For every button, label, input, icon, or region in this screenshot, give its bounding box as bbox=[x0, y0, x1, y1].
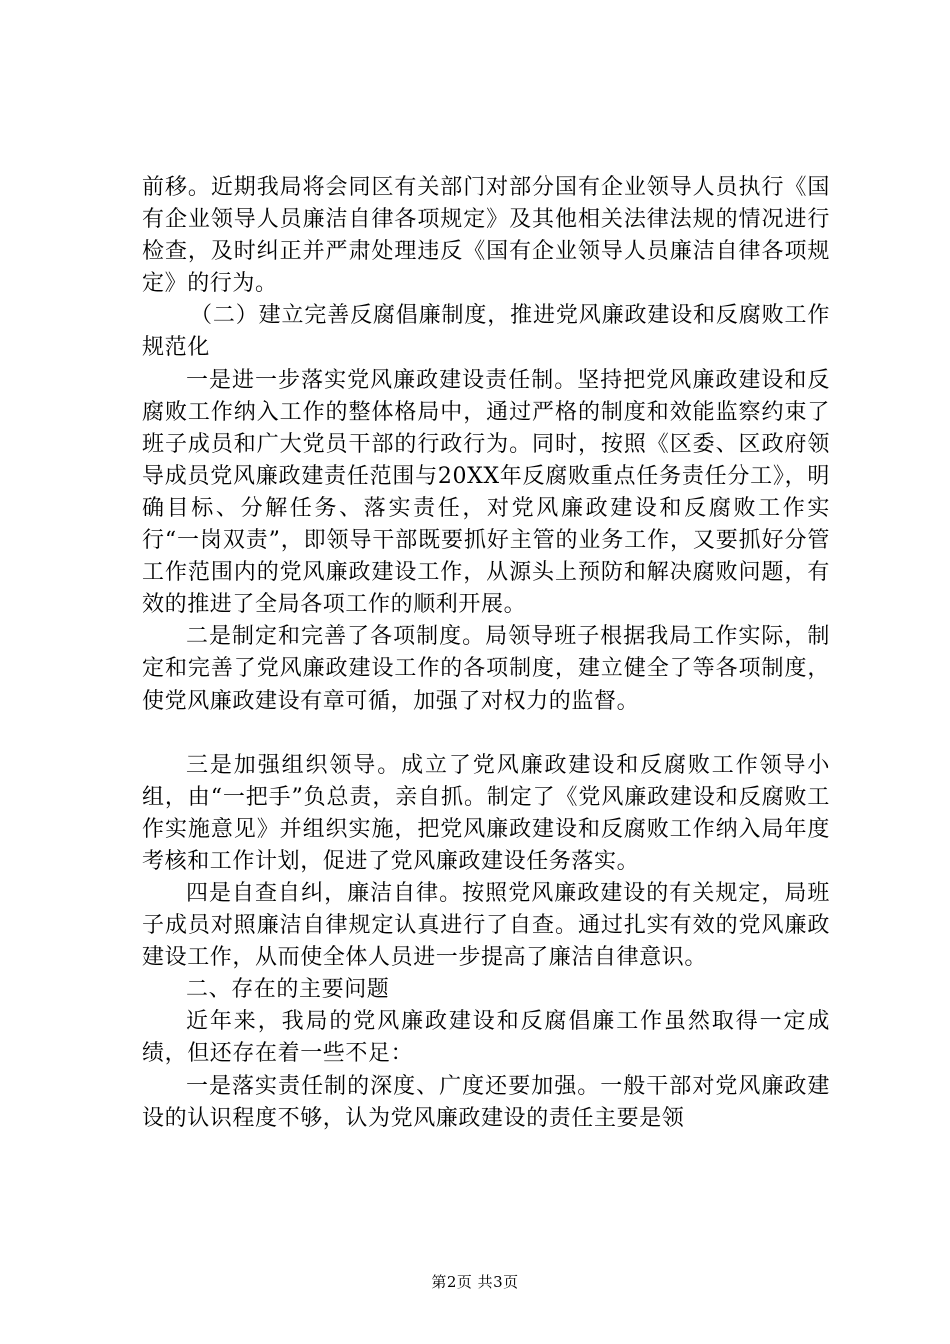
section-heading-reform-system: （二）建立完善反腐倡廉制度，推进党风廉政建设和反腐败工作规范化 bbox=[142, 303, 830, 361]
paragraph-continuation: 前移。近期我局将会同区有关部门对部分国有企业领导人员执行《国有企业领导人员廉洁自律各项规定》及其他相关法律法规的情况进行检查，及时纠正并严肃处理违反《国有企业领导人员廉洁自律各项规定》的行为。 bbox=[142, 175, 830, 297]
paragraph-self-inspection: 四是自查自纠，廉洁自律。按照党风廉政建设的有关规定，局班子成员对照廉洁自律规定认真进行了自查。通过扎实有效的党风廉政建设工作，从而使全体人员进一步提高了廉洁自律意识。 bbox=[142, 880, 830, 971]
section-heading-main-problems: 二、存在的主要问题 bbox=[186, 977, 390, 1003]
paragraph-problems-intro: 近年来，我局的党风廉政建设和反腐倡廉工作虽然取得一定成绩，但还存在着一些不足： bbox=[142, 1009, 830, 1067]
paragraph-rules-improvement: 二是制定和完善了各项制度。局领导班子根据我局工作实际，制定和完善了党风廉政建设工作的各项制度，建立健全了等各项制度，使党风廉政建设有章可循，加强了对权力的监督。 bbox=[142, 624, 830, 714]
paragraph-leadership: 三是加强组织领导。成立了党风廉政建设和反腐败工作领导小组，由“一把手”负总责，亲自抓。制定了《党风廉政建设和反腐败工作实施意见》并组织实施，把党风廉政建设和反腐败工作纳入局年度考核和工作计划，促进了党风廉政建设任务落实。 bbox=[142, 752, 830, 874]
paragraph-responsibility-system: 一是进一步落实党风廉政建设责任制。坚持把党风廉政建设和反腐败工作纳入工作的整体格局中，通过严格的制度和效能监察约束了班子成员和广大党员干部的行政行为。同时，按照《区委、区政府领导成员党风廉政建责任范围与20XX年反腐败重点任务责任分工》，明确目标、分解任务、落实责任，对党风廉政建设和反腐败工作实行“一岗双责”，即领导干部既要抓好主管的业务工作，又要抓好分管工作范围内的党风廉政建设工作，从源头上预防和解决腐败问题，有效的推进了全局各项工作的顺利开展。 bbox=[142, 367, 830, 618]
paragraph-spacer bbox=[142, 718, 830, 750]
page-number: 第2页 共3页 bbox=[431, 1273, 519, 1291]
paragraph-problem-one: 一是落实责任制的深度、广度还要加强。一般干部对党风廉政建设的认识程度不够，认为党风廉政建设的责任主要是领 bbox=[142, 1073, 830, 1131]
document-body bbox=[142, 172, 830, 1135]
